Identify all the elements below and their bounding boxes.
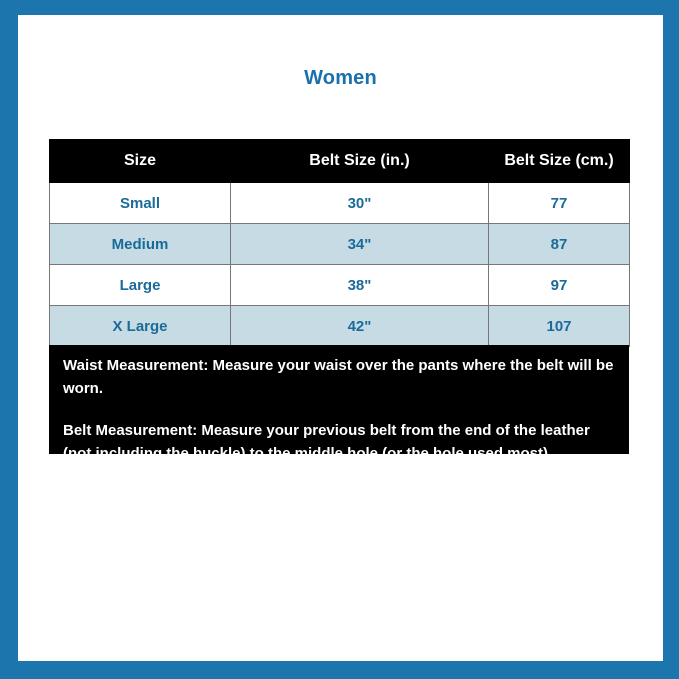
cell-belt-cm: 77 bbox=[489, 183, 630, 224]
cell-belt-in: 42" bbox=[231, 306, 489, 347]
cell-belt-in: 38" bbox=[231, 265, 489, 306]
page-title: Women bbox=[304, 67, 377, 89]
cell-belt-in: 30" bbox=[231, 183, 489, 224]
waist-measurement-note: Waist Measurement: Measure your waist over the pants where the belt will be worn. bbox=[63, 357, 614, 397]
table-row-medium bbox=[50, 224, 630, 265]
table-row-large bbox=[50, 265, 630, 306]
belt-measurement-note: Belt Measurement: Measure your previous belt from the end of the leather (not including the buckle) to the middle hole (or the hole used most). bbox=[63, 422, 590, 462]
table-row-x-large bbox=[50, 306, 630, 347]
column-header-belt-size-cm: Belt Size (cm.) bbox=[489, 140, 630, 183]
cell-belt-in: 34" bbox=[231, 224, 489, 265]
column-header-size: Size bbox=[50, 140, 231, 183]
table-row-small bbox=[50, 183, 630, 224]
column-header-belt-size-in: Belt Size (in.) bbox=[231, 140, 489, 183]
cell-size: Small bbox=[50, 183, 231, 224]
cell-belt-cm: 107 bbox=[489, 306, 630, 347]
cell-belt-cm: 87 bbox=[489, 224, 630, 265]
cell-size: X Large bbox=[50, 306, 231, 347]
cell-size: Large bbox=[50, 265, 231, 306]
size-chart-table bbox=[49, 139, 630, 347]
table-header-row bbox=[50, 140, 630, 183]
measurement-notes bbox=[49, 345, 629, 462]
cell-size: Medium bbox=[50, 224, 231, 265]
chart-canvas bbox=[18, 15, 663, 661]
cell-belt-cm: 97 bbox=[489, 265, 630, 306]
